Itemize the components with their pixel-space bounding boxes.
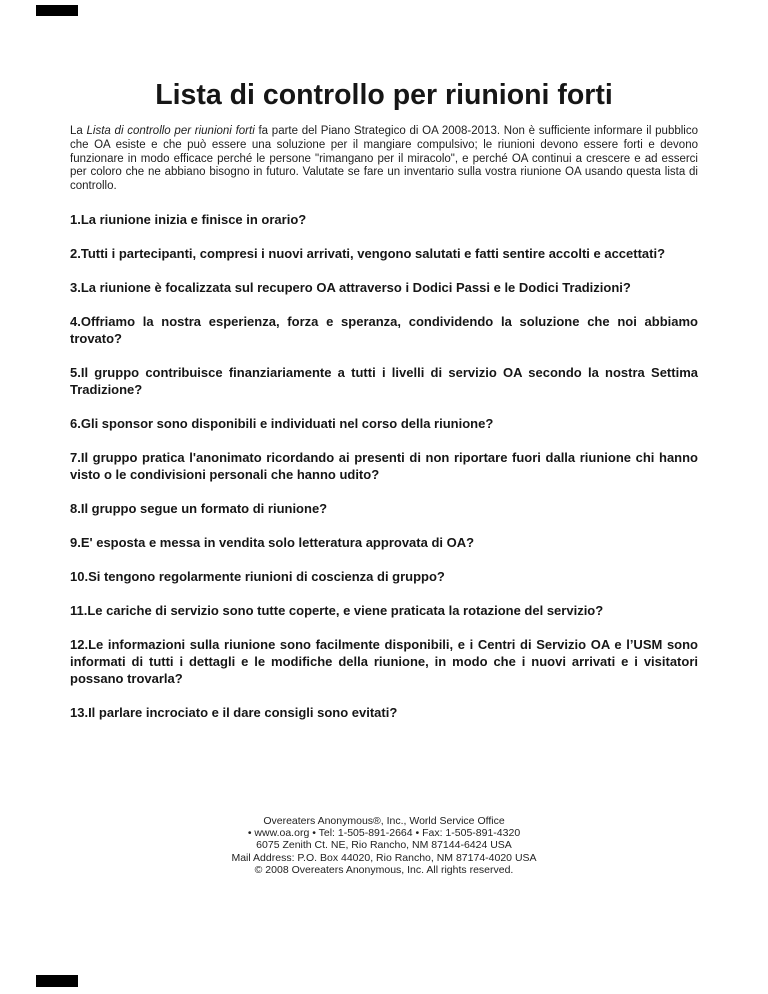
checklist-item-3: 3.La riunione è focalizzata sul recupero OA attraverso i Dodici Passi e le Dodici Tradizioni? (70, 279, 631, 295)
page-footer (0, 815, 768, 876)
footer-line-address: 6075 Zenith Ct. NE, Rio Rancho, NM 87144-6424 USA (256, 839, 512, 852)
footer-line-mail: Mail Address: P.O. Box 44020, Rio Rancho, NM 87174-4020 USA (231, 851, 537, 864)
checklist-item-8: 8.Il gruppo segue un formato di riunione? (70, 500, 328, 516)
checklist-item-6: 6.Gli sponsor sono disponibili e individuati nel corso della riunione? (70, 415, 494, 431)
checklist-item-5: 5.Il gruppo contribuisce finanziariamente a tutti i livelli di servizio OA secondo la nostra Settima Tradizione? (70, 364, 698, 397)
checklist-item-2: 2.Tutti i partecipanti, compresi i nuovi arrivati, vengono salutati e fatti sentire accolti e accettati? (70, 245, 666, 261)
footer-line-contact: • www.oa.org • Tel: 1-505-891-2664 • Fax: 1-505-891-4320 (247, 827, 521, 840)
page-content (70, 0, 698, 721)
checklist-item-12: 12.Le informazioni sulla riunione sono facilmente disponibili, e i Centri di Servizio OA e l’USM sono informati di tutti i dettagli e le modifiche della riunione, in modo che i nuovi arrivati e i visitatori possano trovarla? (70, 636, 698, 686)
scan-artifact-bottom (36, 975, 78, 987)
checklist-item-7: 7.Il gruppo pratica l'anonimato ricordando ai presenti di non riportare fuori dalla riunione chi hanno visto o le condivisioni personali che hanno udito? (70, 449, 698, 482)
footer-line-copyright: © 2008 Overeaters Anonymous, Inc. All rights reserved. (254, 863, 514, 876)
intro-rest: fa parte del Piano Strategico di OA 2008-2013. Non è sufficiente informare il pubblico che OA esiste e che può essere una soluzione per il mangiare compulsivo; le riunioni devono essere forti e devono funzionare in modo efficace perché le persone "rimangano per il miracolo", e perché OA continui a crescere e ad esserci per coloro che ne abbiano bisogno in futuro. Valutate se fare un inventario sulla vostra riunione OA usando questa lista di controllo. (70, 125, 698, 193)
intro-paragraph (70, 125, 698, 194)
checklist-item-10: 10.Si tengono regolarmente riunioni di coscienza di gruppo? (70, 568, 445, 584)
checklist-item-4: 4.Offriamo la nostra esperienza, forza e speranza, condividendo la soluzione che noi abbiamo trovato? (70, 313, 698, 346)
checklist (70, 211, 698, 721)
checklist-item-9: 9.E' esposta e messa in vendita solo letteratura approvata di OA? (70, 534, 475, 550)
intro-italic-title: Lista di controllo per riunioni forti (86, 125, 255, 137)
footer-line-org: Overeaters Anonymous®, Inc., World Service Office (263, 815, 505, 827)
checklist-item-1: 1.La riunione inizia e finisce in orario? (70, 211, 307, 227)
checklist-item-13: 13.Il parlare incrociato e il dare consigli sono evitati? (70, 704, 398, 720)
page-title: Lista di controllo per riunioni forti (155, 79, 613, 111)
intro-prefix: La (70, 125, 87, 137)
checklist-item-11: 11.Le cariche di servizio sono tutte coperte, e viene praticata la rotazione del servizio? (70, 602, 604, 618)
